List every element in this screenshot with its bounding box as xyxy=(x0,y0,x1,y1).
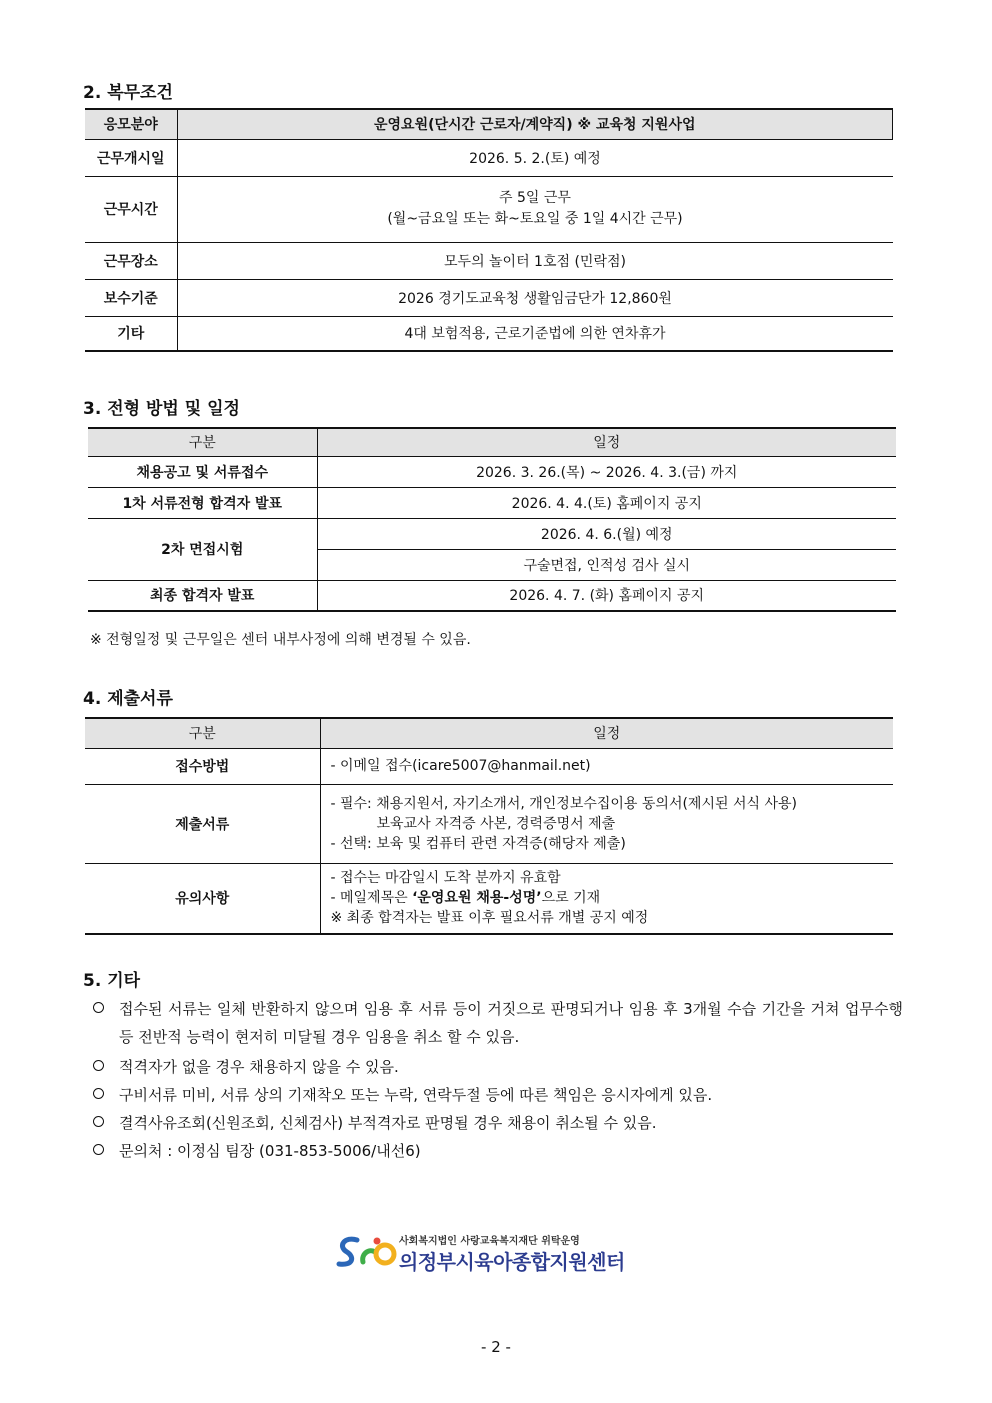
list-item: 적격자가 없을 경우 채용하지 않을 수 있음. xyxy=(93,1053,903,1081)
row-value: 2026. 3. 26.(목) ~ 2026. 4. 3.(금) 까지 xyxy=(317,456,896,487)
table-row xyxy=(85,316,893,351)
table-row xyxy=(85,242,893,279)
row-label: 2차 면접시험 xyxy=(88,518,317,580)
docs-line2: 보육교사 자격증 사본, 경력증명서 제출 xyxy=(376,815,616,832)
list-item: 구비서류 미비, 서류 상의 기재착오 또는 누락, 연락두절 등에 따른 책임은 응시자에게 있음. xyxy=(93,1081,903,1109)
section4-title: 4. 제출서류 xyxy=(83,689,173,709)
logo-title: 의정부시육아종합지원센터 xyxy=(399,1250,625,1274)
header-label: 응모분야 xyxy=(85,109,177,139)
schedule-table xyxy=(88,427,896,612)
work-conditions-table xyxy=(85,108,893,352)
row-value: 2026. 4. 6.(월) 예정 xyxy=(317,518,896,549)
table-row xyxy=(85,139,893,176)
col-header: 일정 xyxy=(317,428,896,456)
table-row xyxy=(85,784,893,863)
row-label: 보수기준 xyxy=(85,279,177,316)
notes-line2 xyxy=(331,888,890,908)
circle-bullet-icon xyxy=(93,1116,104,1127)
table-row xyxy=(85,176,893,242)
notes-line2-pre: - 메일제목은 xyxy=(330,890,413,907)
documents-table xyxy=(85,717,893,935)
row-value: 4대 보험적용, 근로기준법에 의한 연차휴가 xyxy=(177,316,893,351)
docs-line3: - 선택: 보육 및 컴퓨터 관련 자격증(해당자 제출) xyxy=(330,835,626,852)
misc-list xyxy=(93,995,903,1165)
table-row xyxy=(85,279,893,316)
row-label: 근무시간 xyxy=(85,176,177,242)
row-label: 유의사항 xyxy=(85,863,320,934)
table-row xyxy=(88,456,896,487)
circle-bullet-icon xyxy=(93,1060,104,1071)
row-label: 채용공고 및 서류접수 xyxy=(88,456,317,487)
page-number: - 2 - xyxy=(481,1338,511,1356)
list-item: 접수된 서류는 일체 반환하지 않으며 임용 후 서류 등이 거짓으로 판명되거나 임용 후 3개월 수습 기간을 거쳐 업무수행 등 전반적 능력이 현저히 미달될 경우 임용을 취소 할 수 있음. xyxy=(93,995,903,1051)
list-item: 문의처 : 이정심 팀장 (031-853-5006/내선6) xyxy=(93,1137,903,1165)
section2-title: 2. 복무조건 xyxy=(83,83,173,103)
table-row xyxy=(85,863,893,934)
row-label: 근무개시일 xyxy=(85,139,177,176)
row-value: 2026. 4. 7. (화) 홈페이지 공지 xyxy=(317,580,896,611)
table-row xyxy=(88,580,896,611)
notes-line2-post: 으로 기재 xyxy=(541,890,601,907)
row-label: 제출서류 xyxy=(85,784,320,863)
section5-title: 5. 기타 xyxy=(83,971,141,991)
col-header: 구분 xyxy=(85,718,320,748)
row-label: 근무장소 xyxy=(85,242,177,279)
row-label: 기타 xyxy=(85,316,177,351)
table-header-row xyxy=(85,109,893,139)
center-logo-icon xyxy=(333,1232,399,1274)
schedule-note: ※ 전형일정 및 근무일은 센터 내부사정에 의해 변경될 수 있음. xyxy=(90,632,471,648)
row-value: 2026. 4. 4.(토) 홈페이지 공지 xyxy=(317,487,896,518)
table-header-row xyxy=(88,428,896,456)
row-value: 구술면접, 인적성 검사 실시 xyxy=(317,549,896,580)
col-header: 일정 xyxy=(320,718,893,748)
docs-line1: - 필수: 채용지원서, 자기소개서, 개인정보수집이용 동의서(제시된 서식 사용) xyxy=(330,795,797,812)
header-value: 운영요원(단시간 근로자/계약직) ※ 교육청 지원사업 xyxy=(177,109,893,139)
notes-line1: - 접수는 마감일시 도착 분까지 유효함 xyxy=(330,870,561,887)
notes-line3: ※ 최종 합격자는 발표 이후 필요서류 개별 공지 예정 xyxy=(330,910,649,927)
row-label: 최종 합격자 발표 xyxy=(88,580,317,611)
row-value: 2026. 5. 2.(토) 예정 xyxy=(177,139,893,176)
table-header-row xyxy=(85,718,893,748)
row-value-line2: (월~금요일 또는 화~토요일 중 1일 4시간 근무) xyxy=(387,211,683,227)
row-value-line1: 주 5일 근무 xyxy=(499,190,571,206)
logo-subtitle: 사회복지법인 사랑교육복지재단 위탁운영 xyxy=(399,1236,580,1247)
row-label: 1차 서류전형 합격자 발표 xyxy=(88,487,317,518)
circle-bullet-icon xyxy=(93,1144,104,1155)
row-label: 접수방법 xyxy=(85,748,320,784)
table-row xyxy=(88,518,896,549)
col-header: 구분 xyxy=(88,428,317,456)
center-logo xyxy=(333,1232,653,1274)
mail-subject: ‘운영요원 채용-성명’ xyxy=(412,890,542,907)
circle-bullet-icon xyxy=(93,1088,104,1099)
table-row xyxy=(88,487,896,518)
row-value: - 이메일 접수(icare5007@hanmail.net) xyxy=(320,748,893,784)
row-value: 모두의 놀이터 1호점 (민락점) xyxy=(177,242,893,279)
circle-bullet-icon xyxy=(93,1002,104,1013)
row-value: 2026 경기도교육청 생활임금단가 12,860원 xyxy=(177,279,893,316)
table-row xyxy=(85,748,893,784)
list-item: 결격사유조회(신원조회, 신체검사) 부적격자로 판명될 경우 채용이 취소될 수 있음. xyxy=(93,1109,903,1137)
section3-title: 3. 전형 방법 및 일정 xyxy=(83,399,240,419)
